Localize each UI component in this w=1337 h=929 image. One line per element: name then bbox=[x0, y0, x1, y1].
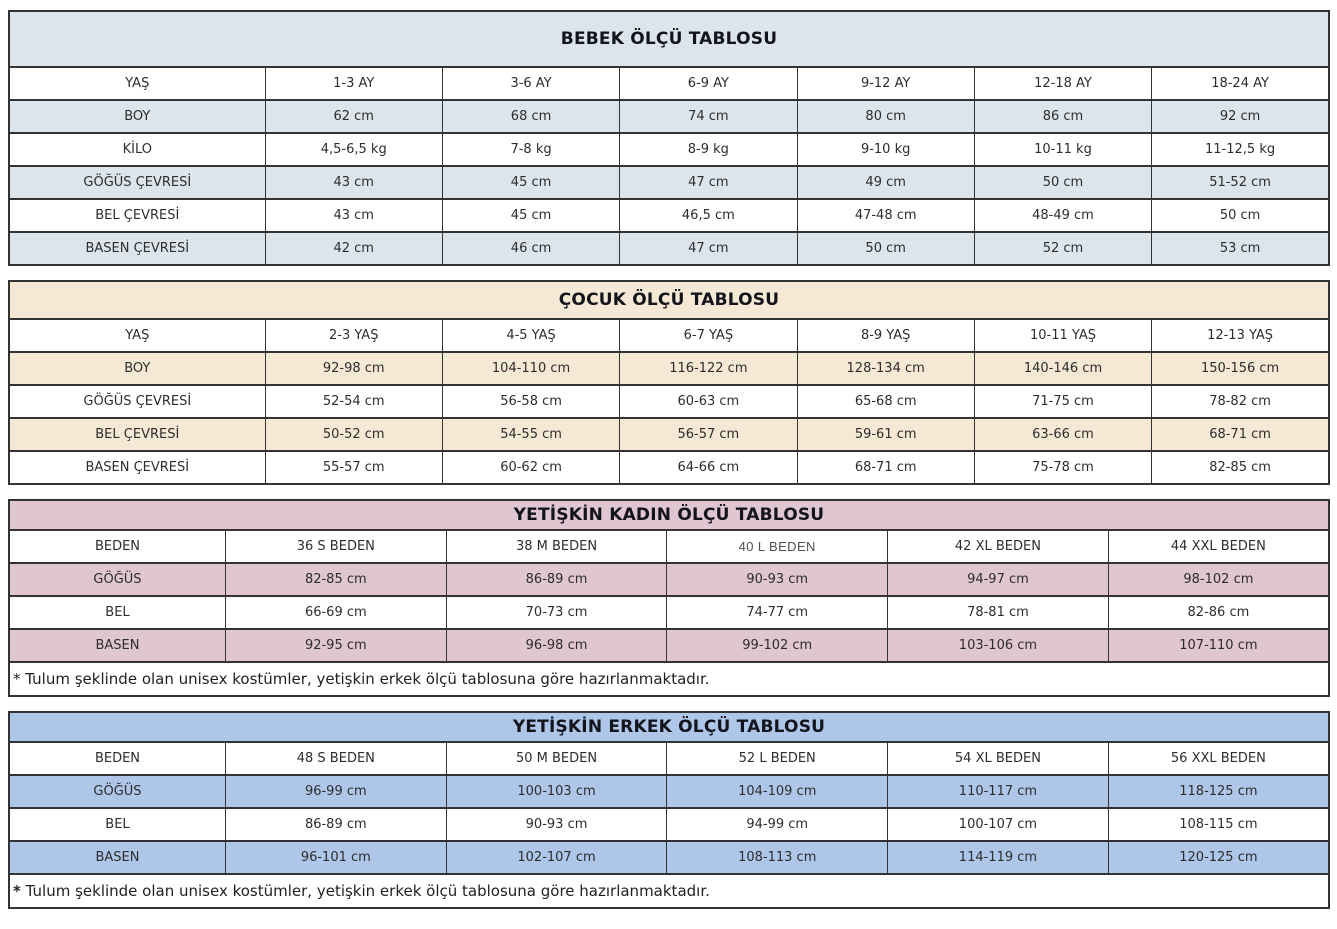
value-cell: 94-97 cm bbox=[888, 563, 1109, 596]
column-header-cell: 12-13 YAŞ bbox=[1152, 319, 1329, 352]
header-row bbox=[9, 530, 1329, 563]
value-cell: 100-103 cm bbox=[446, 775, 667, 808]
column-header-cell: 1-3 AY bbox=[265, 67, 442, 100]
value-cell: 66-69 cm bbox=[225, 596, 446, 629]
column-header-cell: 18-24 AY bbox=[1152, 67, 1329, 100]
column-header-cell: 42 XL BEDEN bbox=[888, 530, 1109, 563]
value-cell: 96-101 cm bbox=[225, 841, 446, 874]
value-cell: 92-95 cm bbox=[225, 629, 446, 662]
row-label: BEL bbox=[9, 596, 225, 629]
value-cell: 74-77 cm bbox=[667, 596, 888, 629]
value-cell: 62 cm bbox=[265, 100, 442, 133]
table-row bbox=[9, 629, 1329, 662]
footnote-row bbox=[9, 874, 1329, 908]
table-row bbox=[9, 232, 1329, 265]
table-row bbox=[9, 808, 1329, 841]
value-cell: 8-9 kg bbox=[620, 133, 797, 166]
value-cell: 60-62 cm bbox=[442, 451, 619, 484]
value-cell: 110-117 cm bbox=[888, 775, 1109, 808]
value-cell: 68-71 cm bbox=[797, 451, 974, 484]
value-cell: 47 cm bbox=[620, 232, 797, 265]
table-row bbox=[9, 385, 1329, 418]
row-label: GÖĞÜS bbox=[9, 775, 225, 808]
value-cell: 50 cm bbox=[1152, 199, 1329, 232]
value-cell: 50 cm bbox=[974, 166, 1151, 199]
adult-men-size-table bbox=[8, 711, 1330, 909]
value-cell: 92 cm bbox=[1152, 100, 1329, 133]
column-header-cell: 9-12 AY bbox=[797, 67, 974, 100]
value-cell: 78-82 cm bbox=[1152, 385, 1329, 418]
value-cell: 90-93 cm bbox=[446, 808, 667, 841]
header-row-label: BEDEN bbox=[9, 742, 225, 775]
value-cell: 10-11 kg bbox=[974, 133, 1151, 166]
value-cell: 55-57 cm bbox=[265, 451, 442, 484]
value-cell: 103-106 cm bbox=[888, 629, 1109, 662]
table-footnote bbox=[9, 874, 1329, 908]
value-cell: 114-119 cm bbox=[888, 841, 1109, 874]
row-label: BOY bbox=[9, 352, 265, 385]
table-row bbox=[9, 352, 1329, 385]
row-label: BASEN bbox=[9, 841, 225, 874]
value-cell: 52-54 cm bbox=[265, 385, 442, 418]
table-title: BEBEK ÖLÇÜ TABLOSU bbox=[9, 11, 1329, 67]
table-title: YETİŞKİN ERKEK ÖLÇÜ TABLOSU bbox=[9, 712, 1329, 742]
row-label: GÖĞÜS ÇEVRESİ bbox=[9, 166, 265, 199]
table-row bbox=[9, 166, 1329, 199]
table-row bbox=[9, 451, 1329, 484]
table-footnote bbox=[9, 662, 1329, 696]
baby-size-table bbox=[8, 10, 1330, 266]
value-cell: 64-66 cm bbox=[620, 451, 797, 484]
value-cell: 102-107 cm bbox=[446, 841, 667, 874]
value-cell: 7-8 kg bbox=[442, 133, 619, 166]
value-cell: 71-75 cm bbox=[974, 385, 1151, 418]
value-cell: 43 cm bbox=[265, 166, 442, 199]
row-label: BEL ÇEVRESİ bbox=[9, 199, 265, 232]
value-cell: 82-85 cm bbox=[1152, 451, 1329, 484]
value-cell: 45 cm bbox=[442, 199, 619, 232]
value-cell: 108-115 cm bbox=[1108, 808, 1329, 841]
value-cell: 96-99 cm bbox=[225, 775, 446, 808]
value-cell: 86-89 cm bbox=[225, 808, 446, 841]
table-row bbox=[9, 596, 1329, 629]
value-cell: 74 cm bbox=[620, 100, 797, 133]
column-header-cell: 12-18 AY bbox=[974, 67, 1151, 100]
value-cell: 59-61 cm bbox=[797, 418, 974, 451]
value-cell: 107-110 cm bbox=[1108, 629, 1329, 662]
table-row bbox=[9, 775, 1329, 808]
value-cell: 140-146 cm bbox=[974, 352, 1151, 385]
header-row-label: YAŞ bbox=[9, 319, 265, 352]
value-cell: 50-52 cm bbox=[265, 418, 442, 451]
row-label: BASEN ÇEVRESİ bbox=[9, 232, 265, 265]
value-cell: 9-10 kg bbox=[797, 133, 974, 166]
footnote-asterisk: * bbox=[13, 882, 21, 900]
table-row bbox=[9, 563, 1329, 596]
row-label: GÖĞÜS bbox=[9, 563, 225, 596]
column-header-cell: 48 S BEDEN bbox=[225, 742, 446, 775]
column-header-cell: 36 S BEDEN bbox=[225, 530, 446, 563]
value-cell: 86 cm bbox=[974, 100, 1151, 133]
column-header-cell: 50 M BEDEN bbox=[446, 742, 667, 775]
row-label: BASEN ÇEVRESİ bbox=[9, 451, 265, 484]
value-cell: 120-125 cm bbox=[1108, 841, 1329, 874]
value-cell: 11-12,5 kg bbox=[1152, 133, 1329, 166]
value-cell: 65-68 cm bbox=[797, 385, 974, 418]
column-header-cell: 3-6 AY bbox=[442, 67, 619, 100]
value-cell: 63-66 cm bbox=[974, 418, 1151, 451]
column-header-cell: 2-3 YAŞ bbox=[265, 319, 442, 352]
value-cell: 75-78 cm bbox=[974, 451, 1151, 484]
value-cell: 92-98 cm bbox=[265, 352, 442, 385]
header-row-label: BEDEN bbox=[9, 530, 225, 563]
header-row-label: YAŞ bbox=[9, 67, 265, 100]
table-row bbox=[9, 100, 1329, 133]
value-cell: 70-73 cm bbox=[446, 596, 667, 629]
row-label: BOY bbox=[9, 100, 265, 133]
footnote-row bbox=[9, 662, 1329, 696]
value-cell: 118-125 cm bbox=[1108, 775, 1329, 808]
table-row bbox=[9, 199, 1329, 232]
child-size-table-grid bbox=[8, 280, 1330, 485]
table-title: ÇOCUK ÖLÇÜ TABLOSU bbox=[9, 281, 1329, 319]
value-cell: 90-93 cm bbox=[667, 563, 888, 596]
adult-women-size-table bbox=[8, 499, 1330, 697]
table-row bbox=[9, 418, 1329, 451]
value-cell: 48-49 cm bbox=[974, 199, 1151, 232]
column-header-cell: 4-5 YAŞ bbox=[442, 319, 619, 352]
value-cell: 56-58 cm bbox=[442, 385, 619, 418]
row-label: KİLO bbox=[9, 133, 265, 166]
value-cell: 80 cm bbox=[797, 100, 974, 133]
value-cell: 43 cm bbox=[265, 199, 442, 232]
value-cell: 78-81 cm bbox=[888, 596, 1109, 629]
value-cell: 49 cm bbox=[797, 166, 974, 199]
column-header-cell: 54 XL BEDEN bbox=[888, 742, 1109, 775]
value-cell: 47 cm bbox=[620, 166, 797, 199]
value-cell: 46 cm bbox=[442, 232, 619, 265]
footnote-text: Tulum şeklinde olan unisex kostümler, yetişkin erkek ölçü tablosuna göre hazırlanmaktadır. bbox=[25, 670, 710, 688]
column-header-cell: 56 XXL BEDEN bbox=[1108, 742, 1329, 775]
value-cell: 116-122 cm bbox=[620, 352, 797, 385]
row-label: BASEN bbox=[9, 629, 225, 662]
value-cell: 82-86 cm bbox=[1108, 596, 1329, 629]
column-header-cell: 44 XXL BEDEN bbox=[1108, 530, 1329, 563]
value-cell: 60-63 cm bbox=[620, 385, 797, 418]
value-cell: 56-57 cm bbox=[620, 418, 797, 451]
value-cell: 50 cm bbox=[797, 232, 974, 265]
value-cell: 45 cm bbox=[442, 166, 619, 199]
value-cell: 100-107 cm bbox=[888, 808, 1109, 841]
value-cell: 68 cm bbox=[442, 100, 619, 133]
value-cell: 108-113 cm bbox=[667, 841, 888, 874]
table-row bbox=[9, 133, 1329, 166]
value-cell: 68-71 cm bbox=[1152, 418, 1329, 451]
header-row bbox=[9, 742, 1329, 775]
header-row bbox=[9, 67, 1329, 100]
child-size-table bbox=[8, 280, 1330, 485]
value-cell: 54-55 cm bbox=[442, 418, 619, 451]
column-header-cell: 40 L BEDEN bbox=[667, 530, 888, 563]
header-row bbox=[9, 319, 1329, 352]
footnote-asterisk: * bbox=[13, 670, 21, 688]
value-cell: 94-99 cm bbox=[667, 808, 888, 841]
column-header-cell: 8-9 YAŞ bbox=[797, 319, 974, 352]
baby-size-table-grid bbox=[8, 10, 1330, 266]
column-header-cell: 10-11 YAŞ bbox=[974, 319, 1151, 352]
value-cell: 86-89 cm bbox=[446, 563, 667, 596]
row-label: BEL bbox=[9, 808, 225, 841]
table-row bbox=[9, 841, 1329, 874]
value-cell: 53 cm bbox=[1152, 232, 1329, 265]
footnote-text: Tulum şeklinde olan unisex kostümler, yetişkin erkek ölçü tablosuna göre hazırlanmaktadır. bbox=[25, 882, 710, 900]
row-label: GÖĞÜS ÇEVRESİ bbox=[9, 385, 265, 418]
column-header-cell: 6-9 AY bbox=[620, 67, 797, 100]
row-label: BEL ÇEVRESİ bbox=[9, 418, 265, 451]
value-cell: 52 cm bbox=[974, 232, 1151, 265]
column-header-cell: 52 L BEDEN bbox=[667, 742, 888, 775]
value-cell: 82-85 cm bbox=[225, 563, 446, 596]
value-cell: 104-110 cm bbox=[442, 352, 619, 385]
value-cell: 42 cm bbox=[265, 232, 442, 265]
value-cell: 99-102 cm bbox=[667, 629, 888, 662]
adult-men-size-table-grid bbox=[8, 711, 1330, 909]
value-cell: 96-98 cm bbox=[446, 629, 667, 662]
value-cell: 4,5-6,5 kg bbox=[265, 133, 442, 166]
value-cell: 46,5 cm bbox=[620, 199, 797, 232]
column-header-cell: 38 M BEDEN bbox=[446, 530, 667, 563]
value-cell: 150-156 cm bbox=[1152, 352, 1329, 385]
column-header-cell: 6-7 YAŞ bbox=[620, 319, 797, 352]
table-title: YETİŞKİN KADIN ÖLÇÜ TABLOSU bbox=[9, 500, 1329, 530]
value-cell: 47-48 cm bbox=[797, 199, 974, 232]
adult-women-size-table-grid bbox=[8, 499, 1330, 697]
value-cell: 128-134 cm bbox=[797, 352, 974, 385]
value-cell: 104-109 cm bbox=[667, 775, 888, 808]
value-cell: 51-52 cm bbox=[1152, 166, 1329, 199]
value-cell: 98-102 cm bbox=[1108, 563, 1329, 596]
